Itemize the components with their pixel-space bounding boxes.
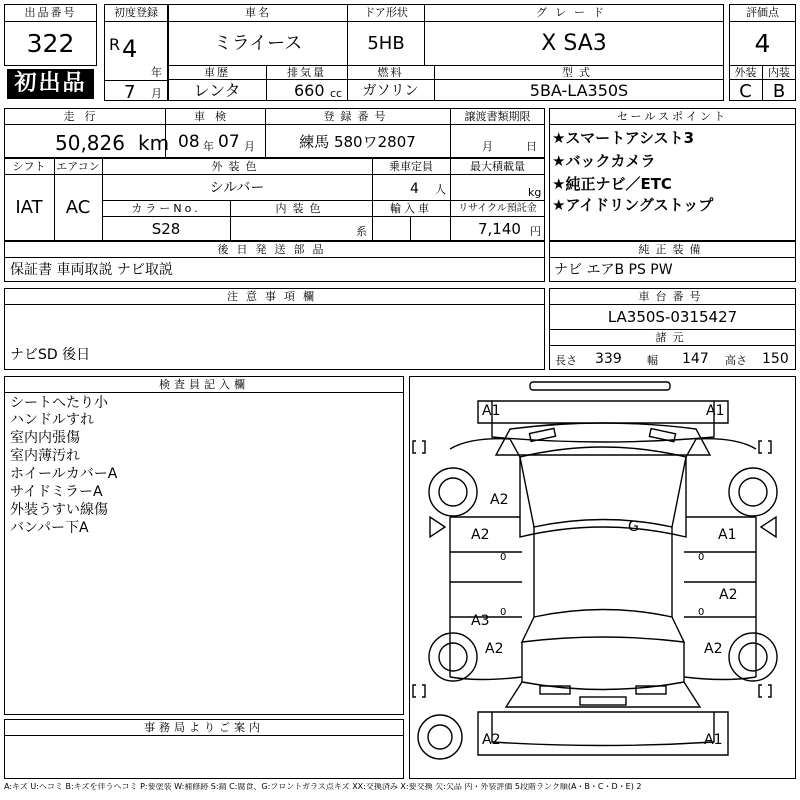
interior-label: 内装 (768, 66, 790, 79)
inspection-month: 07 (218, 132, 240, 152)
registration-era: R (109, 35, 121, 54)
recycle-label: リサイクル預託金 (458, 203, 537, 214)
lot-number: 322 (26, 29, 75, 58)
fuel-value: ガソリン (362, 83, 419, 99)
intcolor-label: 内装色 (275, 202, 327, 215)
sales-item: ★スマートアシスト3 (552, 129, 695, 147)
inspection-year: 08 (178, 132, 200, 152)
damage-mark: A2 (471, 527, 490, 543)
inspector-line: サイドミラーA (10, 484, 103, 500)
equipment-value: ナビ エアB PS PW (554, 262, 673, 278)
capacity-value: 4 (410, 181, 419, 197)
score-label: 評価点 (746, 6, 779, 19)
length-label: 長さ (555, 354, 577, 367)
damage-mark: A1 (704, 732, 723, 748)
damage-mark: A1 (482, 403, 501, 419)
later-parts-label: 後日発送部品 (217, 243, 332, 256)
mileage-value: 50,826 (55, 131, 125, 155)
spec-label: 諸元 (655, 331, 690, 344)
damage-mark: A2 (485, 641, 504, 657)
model-label: 型式 (562, 66, 596, 79)
grade-value: X SA3 (541, 31, 607, 56)
interior-grade: B (772, 81, 786, 102)
kg-unit: kg (528, 186, 542, 199)
panel-zero: 0 (698, 607, 705, 618)
damage-mark: A3 (471, 613, 490, 629)
shift-value: IAT (15, 197, 43, 218)
displacement-value: 660 (294, 81, 325, 100)
sales-item: ★アイドリングストップ (552, 196, 714, 214)
history-label: 車歴 (204, 66, 230, 79)
chassis-label: 車台番号 (638, 290, 707, 303)
import-label: 輸入車 (390, 202, 432, 215)
first-listing-badge: 初出品 (7, 69, 94, 99)
recycle-value: 7,140 (478, 220, 521, 238)
sales-label: セールスポイント (616, 110, 728, 123)
history-value: レンタ (193, 81, 241, 100)
registration-label: 初度登録 (114, 6, 158, 19)
displacement-label: 排気量 (287, 66, 326, 79)
km-unit: km (138, 131, 170, 155)
panel-zero: 0 (500, 607, 507, 618)
cc-unit: cc (330, 87, 343, 100)
inspector-line: シートへたり小 (10, 395, 108, 411)
inspector-label: 検査員記入欄 (159, 378, 249, 391)
inspection-month-unit: 月 (244, 140, 255, 153)
door-label: ドア形状 (364, 6, 408, 19)
model-value: 5BA-LA350S (529, 81, 629, 100)
equipment-label: 純正装備 (638, 243, 707, 256)
fuel-label: 燃料 (377, 66, 404, 79)
notes-value: ナビSD 後日 (10, 347, 91, 363)
later-parts-value: 保証書 車両取説 ナビ取説 (10, 262, 173, 278)
yen-unit: 円 (530, 225, 541, 238)
width-label: 幅 (647, 354, 658, 367)
inspector-line: ホイールカバーA (10, 466, 118, 482)
lot-label: 出品番号 (24, 6, 77, 19)
door-type: 5HB (367, 33, 405, 54)
colorno-value: S28 (151, 220, 181, 238)
office-label: 事務局よりご案内 (144, 721, 264, 734)
chassis-value: LA350S-0315427 (607, 308, 738, 326)
name-label: 車名 (245, 6, 271, 19)
score-value: 4 (754, 29, 771, 58)
height-label: 高さ (725, 354, 747, 367)
damage-mark: A2 (482, 732, 501, 748)
legend-text: A:キズ U:ヘコミ B:キズを伴うヘコミ P:要塗装 W:補修跡 S:錆 C:腐食、G:フロントガラス点キズ XX:交換済み X:要交換 欠:欠品 内・外装評価 5段階ランク順(A・B・C・D・E) 2 (4, 783, 642, 791)
colorno-label: カラーNo. (131, 202, 201, 215)
color-value: シルバー (209, 180, 265, 196)
person-unit: 人 (435, 183, 446, 196)
registration-year: 4 (122, 35, 138, 63)
mileage-label: 走行 (63, 110, 106, 123)
damage-mark: A1 (706, 403, 725, 419)
car-outline (410, 377, 795, 778)
notes-label: 注意事項欄 (227, 290, 322, 303)
transfer-day: 日 (526, 140, 537, 153)
grade-label: グレード (536, 6, 612, 19)
damage-mark: A1 (718, 527, 737, 543)
car-diagram (409, 376, 796, 779)
inspection-label: 車検 (194, 110, 236, 123)
inspector-line: 室内薄汚れ (10, 448, 80, 464)
exterior-label: 外装 (734, 66, 757, 79)
registration-month: 7 (124, 82, 136, 103)
sales-item: ★純正ナビ／ETC (552, 175, 672, 193)
inspector-line: バンパー下A (10, 520, 89, 536)
damage-mark: G (628, 519, 639, 535)
transfer-month: 月 (482, 140, 493, 153)
length-value: 339 (595, 351, 622, 367)
panel-zero: 0 (698, 552, 705, 563)
damage-mark: A2 (719, 587, 738, 603)
load-label: 最大積載量 (470, 160, 525, 173)
damage-mark: A2 (704, 641, 723, 657)
regno-value: 練馬 580ワ2807 (299, 133, 416, 151)
sales-item: ★バックカメラ (552, 152, 656, 170)
car-name: ミライース (213, 33, 303, 54)
ac-label: エアコン (56, 160, 100, 173)
shift-label: シフト (12, 160, 46, 173)
inspector-line: ハンドルすれ (10, 412, 94, 428)
width-value: 147 (682, 351, 709, 367)
intcolor-unit: 系 (356, 225, 367, 238)
regno-label: 登録番号 (323, 110, 392, 123)
header-block (4, 4, 796, 101)
year-unit: 年 (151, 66, 162, 79)
transfer-label: 譲渡書類期限 (464, 110, 531, 123)
color-label: 外装色 (211, 160, 263, 173)
exterior-grade: C (739, 81, 752, 102)
inspector-line: 外装うすい線傷 (10, 502, 108, 518)
damage-mark: A2 (490, 492, 509, 508)
month-unit: 月 (151, 87, 162, 100)
panel-zero: 0 (500, 552, 507, 563)
capacity-label: 乗車定員 (389, 160, 433, 173)
inspector-line: 室内内張傷 (10, 430, 80, 446)
inspection-year-unit: 年 (203, 140, 214, 153)
height-value: 150 (762, 351, 789, 367)
ac-value: AC (65, 197, 91, 218)
